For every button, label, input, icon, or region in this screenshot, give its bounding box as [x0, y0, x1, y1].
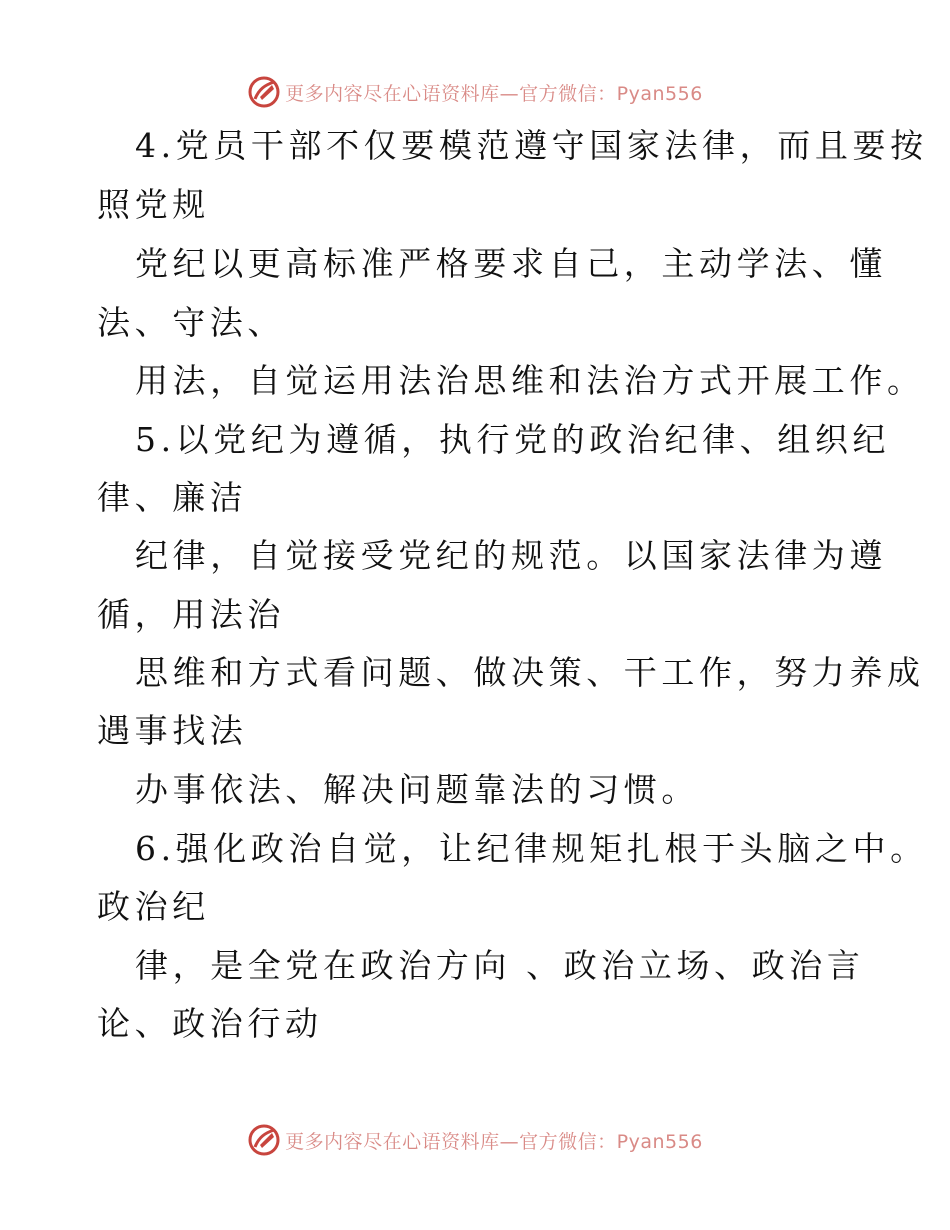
watermark-text: 更多内容尽在心语资料库—官方微信：Pyan556 [285, 82, 703, 105]
text-line: 法、守法、 [97, 303, 285, 342]
text-line: 循，用法治 [97, 595, 285, 634]
text-line: 政治纪 [97, 887, 210, 926]
text-line: 律，是全党在政治方向 、政治立场、政治言 [135, 946, 865, 985]
text-line: 思维和方式看问题、做决策、干工作，努力养成 [135, 653, 925, 692]
footer-watermark [0, 1120, 950, 1160]
header-watermark [0, 72, 950, 112]
text-line: 纪律，自觉接受党纪的规范。以国家法律为遵 [135, 536, 887, 575]
text-line: 律、廉洁 [97, 478, 248, 517]
text-line: 论、政治行动 [97, 1004, 323, 1043]
text-line: 5.以党纪为遵循，执行党的政治纪律、组织纪 [135, 420, 891, 459]
pen-logo-icon [247, 1123, 281, 1157]
text-line: 6.强化政治自觉，让纪律规矩扎根于头脑之中。 [135, 829, 928, 868]
text-line: 办事依法、解决问题靠法的习惯。 [135, 770, 699, 809]
text-line: 照党规 [97, 185, 210, 224]
text-line: 4.党员干部不仅要模范遵守国家法律，而且要按 [135, 126, 928, 165]
pen-logo-icon [247, 75, 281, 109]
text-line: 用法，自觉运用法治思维和法治方式开展工作。 [135, 361, 925, 400]
text-line: 党纪以更高标准严格要求自己，主动学法、懂 [135, 244, 887, 283]
watermark-text: 更多内容尽在心语资料库—官方微信：Pyan556 [285, 1130, 703, 1153]
text-line: 遇事找法 [97, 711, 248, 750]
